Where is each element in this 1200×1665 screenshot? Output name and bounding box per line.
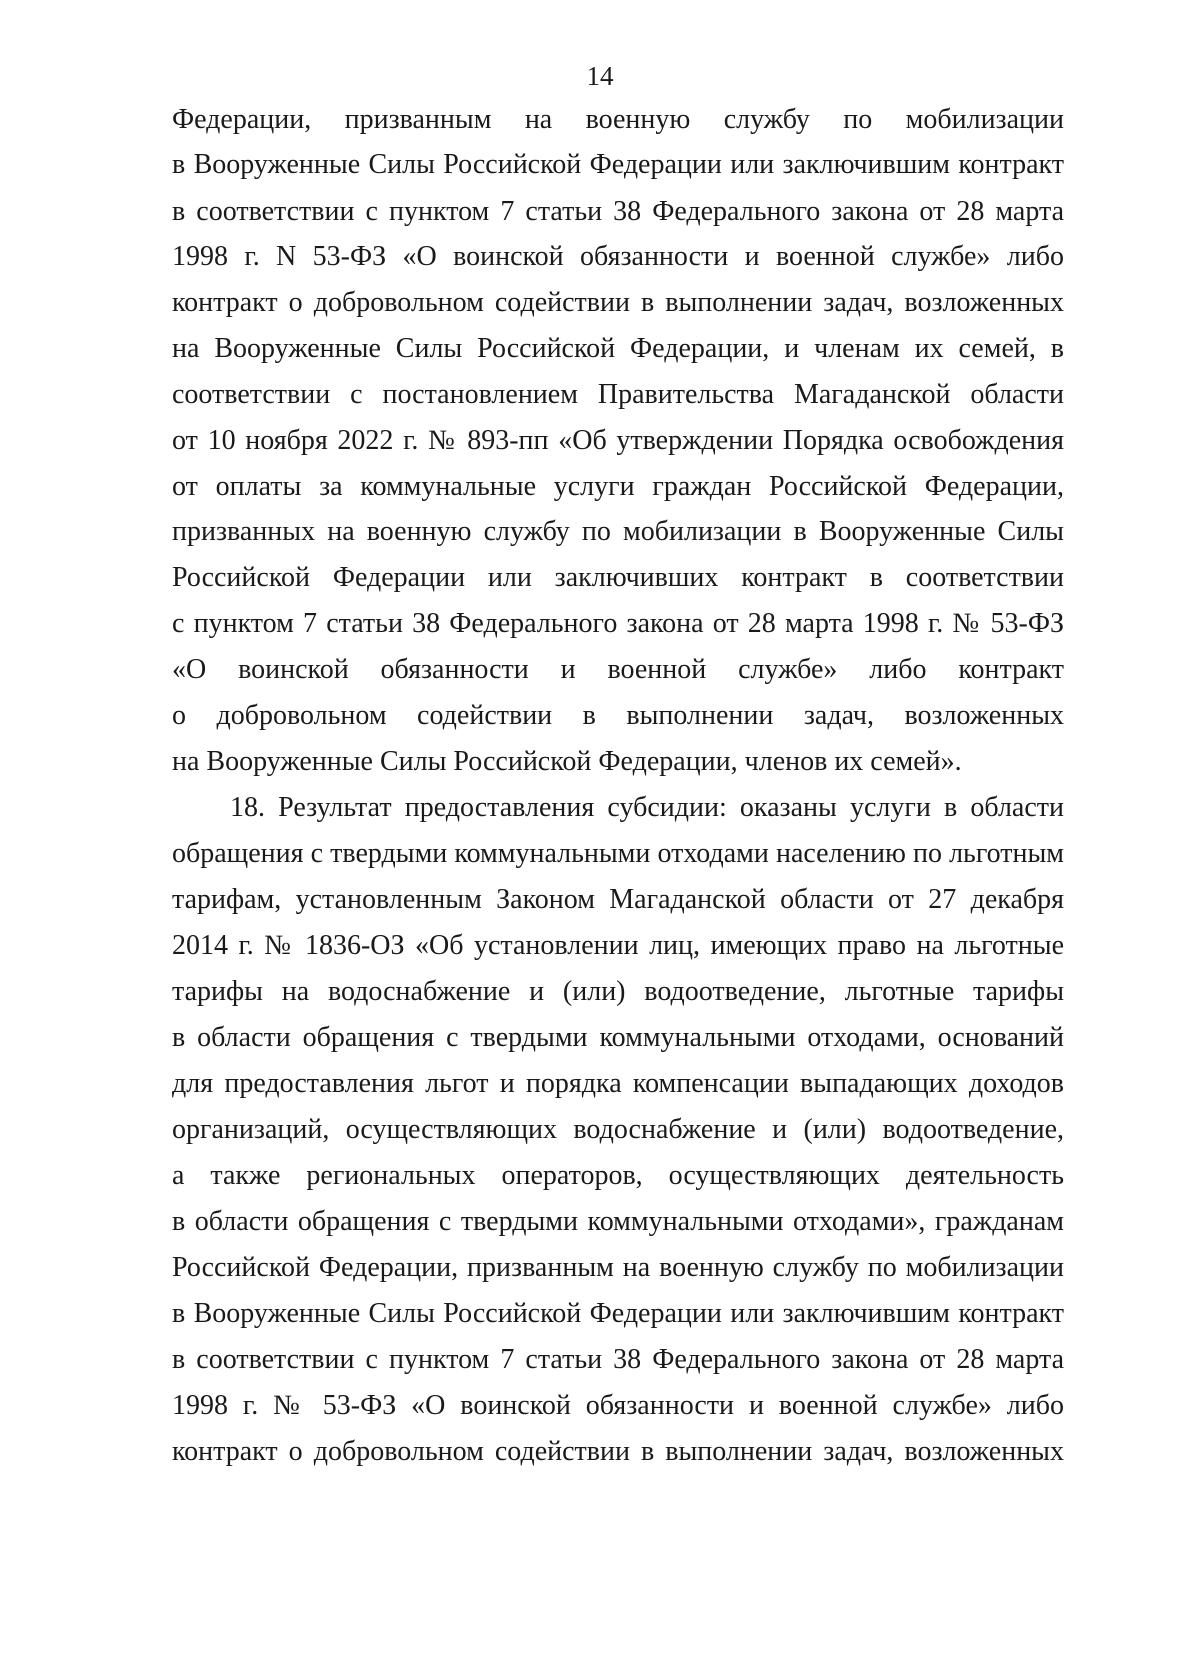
text-line: соответствии с постановлением Правительства Магаданской области	[172, 379, 1064, 410]
text-line: в Вооруженные Силы Российской Федерации или заключившим контракт	[172, 149, 1064, 180]
text-line: 1998 г. N 53-ФЗ «О воинской обязанности и военной службе» либо	[172, 241, 1064, 272]
text-line: в соответствии с пунктом 7 статьи 38 Федерального закона от 28 марта	[172, 1344, 1064, 1375]
text-line: о добровольном содействии в выполнении задач, возложенных	[172, 700, 1064, 731]
text-line: призванных на военную службу по мобилизации в Вооруженные Силы	[172, 516, 1064, 547]
text-line: для предоставления льгот и порядка компенсации выпадающих доходов	[172, 1068, 1064, 1099]
text-line: с пунктом 7 статьи 38 Федерального закона от 28 марта 1998 г. № 53-ФЗ	[172, 608, 1064, 639]
text-line: 1998 г. № 53-ФЗ «О воинской обязанности и военной службе» либо	[172, 1390, 1064, 1421]
text-line: 2014 г. № 1836-ОЗ «Об установлении лиц, имеющих право на льготные	[172, 930, 1064, 961]
text-line: от оплаты за коммунальные услуги граждан Российской Федерации,	[172, 471, 1064, 502]
page-number: 14	[586, 61, 614, 91]
text-line: в области обращения с твердыми коммунальными отходами», гражданам	[172, 1206, 1064, 1237]
text-line: от 10 ноября 2022 г. № 893-пп «Об утверждении Порядка освобождения	[172, 425, 1064, 456]
text-line: тарифам, установленным Законом Магаданской области от 27 декабря	[172, 884, 1064, 915]
text-line: контракт о добровольном содействии в выполнении задач, возложенных	[172, 1436, 1064, 1467]
text-line: на Вооруженные Силы Российской Федерации, и членам их семей, в	[172, 333, 1064, 364]
text-line: обращения с твердыми коммунальными отходами населению по льготным	[172, 838, 1064, 869]
text-line: Федерации, призванным на военную службу по мобилизации	[172, 104, 1064, 135]
text-line: на Вооруженные Силы Российской Федерации, членов их семей».	[172, 746, 962, 777]
text-line: в соответствии с пунктом 7 статьи 38 Федерального закона от 28 марта	[172, 196, 1064, 227]
text-line: тарифы на водоснабжение и (или) водоотведение, льготные тарифы	[172, 976, 1064, 1007]
text-line: в Вооруженные Силы Российской Федерации или заключившим контракт	[172, 1298, 1064, 1329]
text-line: в области обращения с твердыми коммунальными отходами, оснований	[172, 1022, 1064, 1053]
text-line: организаций, осуществляющих водоснабжение и (или) водоотведение,	[172, 1114, 1064, 1145]
text-line: а также региональных операторов, осуществляющих деятельность	[172, 1160, 1064, 1191]
text-line: Российской Федерации или заключивших контракт в соответствии	[172, 562, 1064, 593]
text-line: контракт о добровольном содействии в выполнении задач, возложенных	[172, 287, 1064, 318]
text-line: «О воинской обязанности и военной службе» либо контракт	[172, 654, 1064, 685]
text-line: Российской Федерации, призванным на военную службу по мобилизации	[172, 1252, 1064, 1283]
paragraph-18-start: 18. Результат предоставления субсидии: оказаны услуги в области	[230, 792, 1064, 823]
